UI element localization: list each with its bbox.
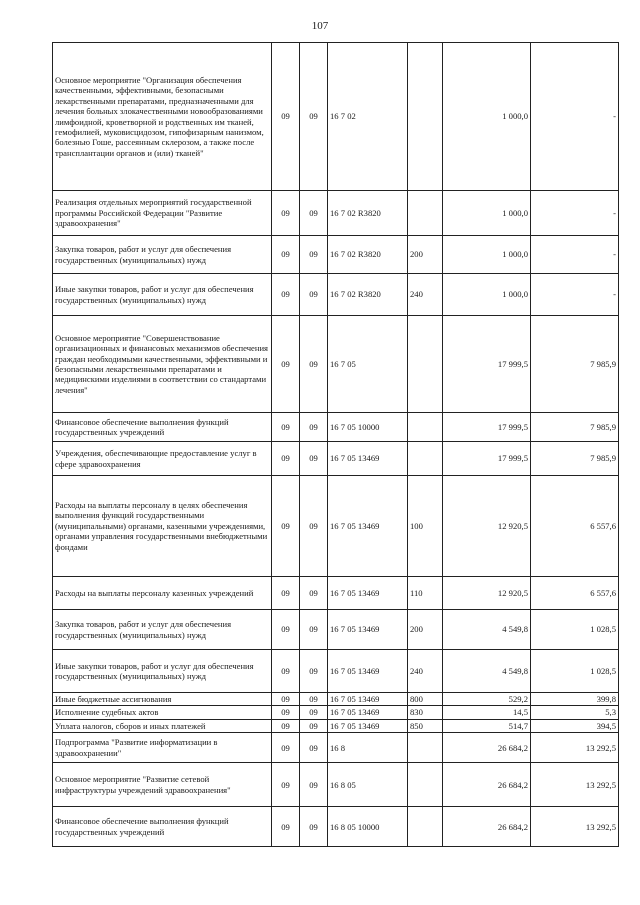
- row-amount-fact: 1 028,5: [531, 650, 619, 693]
- row-amount-plan: 1 000,0: [443, 236, 531, 274]
- row-target-article: 16 7 05 13469: [328, 577, 408, 610]
- row-name: Основное мероприятие "Совершенствование организационных и финансовых механизмов обеспечения граждан необходимыми качественными, эффективными и безопасными лекарственными препаратами и медицинскими изделиями в соответствии со стандартами лечения": [53, 316, 272, 413]
- row-amount-plan: 26 684,2: [443, 807, 531, 847]
- row-amount-fact: -: [531, 43, 619, 191]
- row-subsection: 09: [300, 577, 328, 610]
- row-target-article: 16 7 05 13469: [328, 442, 408, 476]
- row-target-article: 16 7 05 13469: [328, 610, 408, 650]
- row-section: 09: [272, 476, 300, 577]
- row-amount-plan: 4 549,8: [443, 610, 531, 650]
- table-row: [53, 763, 619, 807]
- row-target-article: 16 7 05 13469: [328, 693, 408, 706]
- row-target-article: 16 8 05 10000: [328, 807, 408, 847]
- table-row: [53, 807, 619, 847]
- row-amount-plan: 12 920,5: [443, 476, 531, 577]
- row-expense-type: 850: [408, 719, 443, 732]
- row-amount-plan: 1 000,0: [443, 274, 531, 316]
- table-row: [53, 413, 619, 442]
- row-name: Основное мероприятие "Развитие сетевой инфраструктуры учреждений здравоохранения": [53, 763, 272, 807]
- row-name: Уплата налогов, сборов и иных платежей: [53, 719, 272, 732]
- row-expense-type: 100: [408, 476, 443, 577]
- row-amount-plan: 26 684,2: [443, 733, 531, 763]
- row-target-article: 16 8: [328, 733, 408, 763]
- row-subsection: 09: [300, 650, 328, 693]
- row-amount-plan: 17 999,5: [443, 442, 531, 476]
- table-row: [53, 706, 619, 719]
- row-subsection: 09: [300, 733, 328, 763]
- row-expense-type: [408, 807, 443, 847]
- row-expense-type: 200: [408, 236, 443, 274]
- row-amount-plan: 17 999,5: [443, 316, 531, 413]
- row-amount-plan: 514,7: [443, 719, 531, 732]
- row-amount-fact: 13 292,5: [531, 807, 619, 847]
- row-amount-fact: 5,3: [531, 706, 619, 719]
- table-row: [53, 43, 619, 191]
- row-section: 09: [272, 807, 300, 847]
- row-target-article: 16 7 02: [328, 43, 408, 191]
- row-subsection: 09: [300, 236, 328, 274]
- table-row: [53, 476, 619, 577]
- row-name: Иные бюджетные ассигнования: [53, 693, 272, 706]
- row-subsection: 09: [300, 191, 328, 236]
- row-section: 09: [272, 610, 300, 650]
- row-expense-type: [408, 43, 443, 191]
- row-name: Основное мероприятие "Организация обеспечения качественными, эффективными, безопасными лекарственными препаратами, предназначенными для лечения больных злокачественными новообразованиями лимфоидной, кроветворной и родственных им тканей, гемофилией, муковисцидозом, гипофизарным нанизмом, болезнью Гоше, рассеянным склерозом, а также после трансплантации органов и (или) тканей": [53, 43, 272, 191]
- row-subsection: 09: [300, 610, 328, 650]
- table-row: [53, 719, 619, 732]
- row-amount-fact: 399,8: [531, 693, 619, 706]
- row-expense-type: 240: [408, 650, 443, 693]
- table-row: [53, 693, 619, 706]
- row-amount-fact: 7 985,9: [531, 316, 619, 413]
- row-target-article: 16 7 05 13469: [328, 719, 408, 732]
- row-expense-type: [408, 316, 443, 413]
- row-name: Исполнение судебных актов: [53, 706, 272, 719]
- row-amount-plan: 12 920,5: [443, 577, 531, 610]
- row-subsection: 09: [300, 316, 328, 413]
- row-amount-plan: 17 999,5: [443, 413, 531, 442]
- row-expense-type: [408, 442, 443, 476]
- row-amount-fact: 394,5: [531, 719, 619, 732]
- row-expense-type: 110: [408, 577, 443, 610]
- table-row: [53, 442, 619, 476]
- table-row: [53, 316, 619, 413]
- row-name: Иные закупки товаров, работ и услуг для обеспечения государственных (муниципальных) нужд: [53, 650, 272, 693]
- row-section: 09: [272, 191, 300, 236]
- row-target-article: 16 7 05: [328, 316, 408, 413]
- row-amount-fact: 7 985,9: [531, 413, 619, 442]
- row-amount-fact: 13 292,5: [531, 763, 619, 807]
- row-expense-type: 800: [408, 693, 443, 706]
- row-target-article: 16 8 05: [328, 763, 408, 807]
- row-expense-type: 240: [408, 274, 443, 316]
- row-expense-type: [408, 413, 443, 442]
- row-target-article: 16 7 05 13469: [328, 650, 408, 693]
- table-row: [53, 610, 619, 650]
- row-amount-fact: -: [531, 236, 619, 274]
- page-number: 107: [311, 20, 329, 32]
- row-amount-fact: -: [531, 274, 619, 316]
- row-amount-fact: 6 557,6: [531, 577, 619, 610]
- row-expense-type: [408, 763, 443, 807]
- row-name: Иные закупки товаров, работ и услуг для обеспечения государственных (муниципальных) нужд: [53, 274, 272, 316]
- row-expense-type: 200: [408, 610, 443, 650]
- row-name: Финансовое обеспечение выполнения функций государственных учреждений: [53, 807, 272, 847]
- row-target-article: 16 7 05 13469: [328, 476, 408, 577]
- row-section: 09: [272, 577, 300, 610]
- row-name: Подпрограмма "Развитие информатизации в здравоохранении": [53, 733, 272, 763]
- row-subsection: 09: [300, 413, 328, 442]
- row-amount-fact: 6 557,6: [531, 476, 619, 577]
- row-target-article: 16 7 02 R3820: [328, 191, 408, 236]
- row-target-article: 16 7 05 10000: [328, 413, 408, 442]
- row-section: 09: [272, 693, 300, 706]
- row-amount-plan: 26 684,2: [443, 763, 531, 807]
- table-row: [53, 191, 619, 236]
- row-section: 09: [272, 236, 300, 274]
- row-section: 09: [272, 733, 300, 763]
- row-amount-plan: 1 000,0: [443, 43, 531, 191]
- row-amount-plan: 1 000,0: [443, 191, 531, 236]
- row-section: 09: [272, 442, 300, 476]
- row-subsection: 09: [300, 476, 328, 577]
- row-target-article: 16 7 05 13469: [328, 706, 408, 719]
- row-section: 09: [272, 719, 300, 732]
- row-amount-fact: 13 292,5: [531, 733, 619, 763]
- row-subsection: 09: [300, 807, 328, 847]
- budget-table: [52, 42, 619, 847]
- row-section: 09: [272, 413, 300, 442]
- row-amount-fact: 1 028,5: [531, 610, 619, 650]
- table-row: [53, 274, 619, 316]
- table-row: [53, 650, 619, 693]
- row-subsection: 09: [300, 763, 328, 807]
- row-section: 09: [272, 316, 300, 413]
- row-name: Расходы на выплаты персоналу в целях обеспечения выполнения функций государственными (муниципальными) органами, казенными учреждениями, органами управления государственными внебюджетными фондами: [53, 476, 272, 577]
- row-subsection: 09: [300, 274, 328, 316]
- row-name: Финансовое обеспечение выполнения функций государственных учреждений: [53, 413, 272, 442]
- table-row: [53, 236, 619, 274]
- row-subsection: 09: [300, 719, 328, 732]
- row-expense-type: [408, 733, 443, 763]
- row-amount-plan: 529,2: [443, 693, 531, 706]
- row-subsection: 09: [300, 693, 328, 706]
- row-target-article: 16 7 02 R3820: [328, 236, 408, 274]
- row-amount-plan: 14,5: [443, 706, 531, 719]
- row-expense-type: 830: [408, 706, 443, 719]
- row-subsection: 09: [300, 442, 328, 476]
- row-name: Закупка товаров, работ и услуг для обеспечения государственных (муниципальных) нужд: [53, 236, 272, 274]
- budget-table-body: [53, 43, 619, 847]
- row-subsection: 09: [300, 43, 328, 191]
- row-amount-fact: -: [531, 191, 619, 236]
- table-row: [53, 577, 619, 610]
- row-amount-plan: 4 549,8: [443, 650, 531, 693]
- row-name: Реализация отдельных мероприятий государственной программы Российской Федерации "Развитие здравоохранения": [53, 191, 272, 236]
- row-section: 09: [272, 706, 300, 719]
- row-subsection: 09: [300, 706, 328, 719]
- row-section: 09: [272, 274, 300, 316]
- row-target-article: 16 7 02 R3820: [328, 274, 408, 316]
- table-row: [53, 733, 619, 763]
- row-section: 09: [272, 763, 300, 807]
- row-amount-fact: 7 985,9: [531, 442, 619, 476]
- row-section: 09: [272, 650, 300, 693]
- row-name: Расходы на выплаты персоналу казенных учреждений: [53, 577, 272, 610]
- row-expense-type: [408, 191, 443, 236]
- row-name: Учреждения, обеспечивающие предоставление услуг в сфере здравоохранения: [53, 442, 272, 476]
- row-section: 09: [272, 43, 300, 191]
- row-name: Закупка товаров, работ и услуг для обеспечения государственных (муниципальных) нужд: [53, 610, 272, 650]
